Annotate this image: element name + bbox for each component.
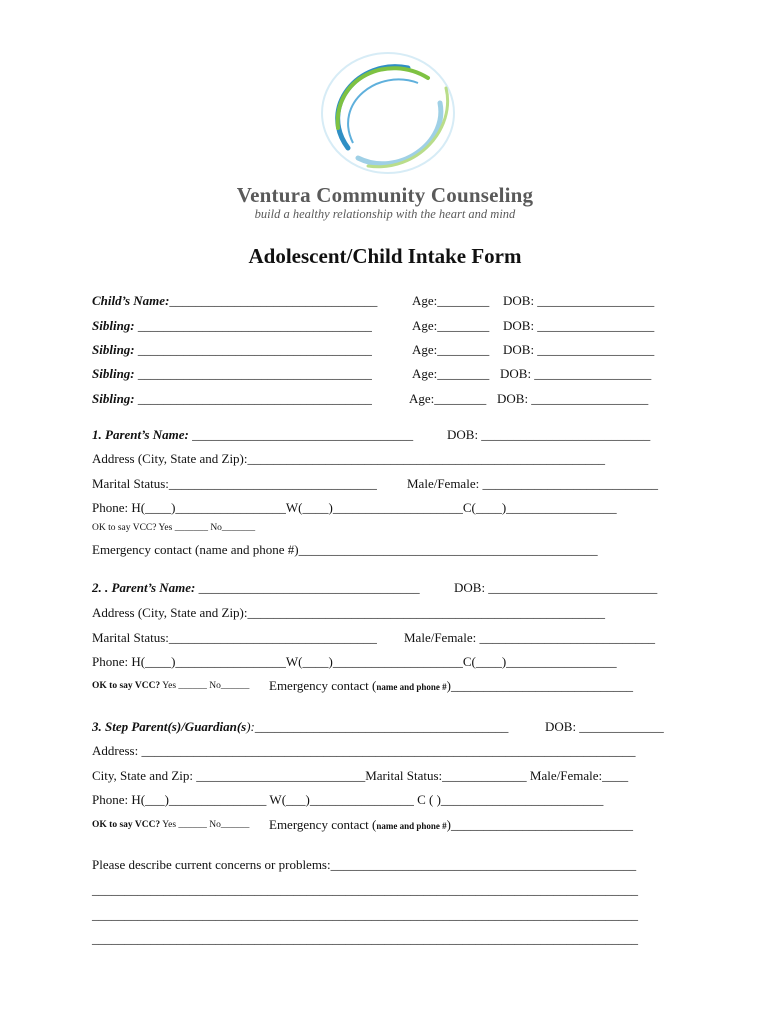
parent1-name-field[interactable]: __________________________________ [188, 427, 414, 442]
emergency-label: Emergency contact ( [269, 817, 377, 832]
guardian-phone-field[interactable]: Phone: H(___)_______________ W(___)________________ C ( )_________________________ [92, 792, 604, 807]
parent2-name-field[interactable]: __________________________________ [195, 580, 420, 595]
sibling-label: Sibling: [92, 366, 135, 381]
org-name: Ventura Community Counseling [236, 183, 534, 207]
child-name-row[interactable] [92, 293, 377, 309]
parent2-dob-field[interactable]: DOB: __________________________ [454, 580, 658, 595]
child-name-label: Child’s Name: [92, 293, 170, 308]
sibling-1-row[interactable] [92, 318, 372, 334]
sibling-dob-field[interactable]: DOB: __________________ [500, 366, 652, 381]
concerns-line[interactable]: ____________________________________________________________________________________ [92, 882, 638, 897]
parent2-gender-field[interactable]: Male/Female: ___________________________ [404, 630, 655, 645]
child-dob-field[interactable]: DOB: __________________ [503, 293, 655, 308]
ventura-logo-ring-icon [308, 48, 468, 178]
guardian-ok-vcc-field[interactable] [92, 820, 249, 830]
guardian-city-row[interactable]: City, State and Zip: __________________________Marital Status:_____________ Male/Female:____ [92, 768, 629, 783]
parent2-address-field[interactable]: Address (City, State and Zip):_______________________________________________________ [92, 605, 605, 620]
parent2-emergency-field[interactable] [269, 678, 633, 694]
sibling-age-field[interactable]: Age:________ [412, 366, 490, 381]
parent1-phone-field[interactable]: Phone: H(____)_________________W(____)____________________C(____)_________________ [92, 500, 617, 515]
sibling-dob-field[interactable]: DOB: __________________ [503, 342, 655, 357]
guardian-label: 3. Step Parent(s)/Guardian(s [92, 719, 247, 734]
sibling-age-field[interactable]: Age:________ [412, 318, 490, 333]
parent2-name-label: 2. . Parent’s Name: [92, 580, 196, 595]
emergency-blank[interactable]: )____________________________ [446, 678, 633, 693]
sibling-label: Sibling: [92, 318, 135, 333]
guardian-emergency-field[interactable] [269, 817, 633, 833]
child-age-field[interactable]: Age:________ [412, 293, 490, 308]
sibling-name-field[interactable]: ____________________________________ [134, 391, 372, 406]
sibling-name-field[interactable]: ____________________________________ [134, 366, 372, 381]
form-title: Adolescent/Child Intake Form [248, 244, 522, 268]
parent2-marital-field[interactable]: Marital Status:________________________________ [92, 630, 377, 645]
child-name-field[interactable]: ________________________________ [169, 293, 378, 308]
sibling-age-field[interactable]: Age:________ [412, 342, 490, 357]
ok-vcc-label: OK to say VCC? [92, 820, 161, 830]
sibling-label: Sibling: [92, 391, 135, 406]
parent1-address-field[interactable]: Address (City, State and Zip):_______________________________________________________ [92, 451, 605, 466]
guardian-label-end: ): [246, 719, 255, 734]
emergency-label: Emergency contact ( [269, 678, 377, 693]
sibling-name-field[interactable]: ____________________________________ [134, 318, 372, 333]
guardian-name-field[interactable]: _______________________________________ [254, 719, 509, 734]
guardian-dob-field[interactable]: DOB: _____________ [545, 719, 664, 734]
parent1-emergency-field[interactable]: Emergency contact (name and phone #)______________________________________________ [92, 542, 598, 557]
parent1-dob-field[interactable]: DOB: __________________________ [447, 427, 651, 442]
parent2-name-row[interactable] [92, 580, 420, 596]
guardian-name-row[interactable] [92, 719, 508, 735]
sibling-2-row[interactable] [92, 342, 372, 358]
parent1-name-label: 1. Parent’s Name: [92, 427, 189, 442]
concerns-line[interactable]: ____________________________________________________________________________________ [92, 931, 638, 946]
sibling-3-row[interactable] [92, 366, 372, 382]
parent1-marital-field[interactable]: Marital Status:________________________________ [92, 476, 377, 491]
concerns-line[interactable]: ____________________________________________________________________________________ [92, 907, 638, 922]
guardian-address-field[interactable]: Address: ____________________________________________________________________________ [92, 743, 636, 758]
ok-vcc-label: OK to say VCC? [92, 681, 161, 691]
parent2-phone-field[interactable]: Phone: H(____)_________________W(____)____________________C(____)_________________ [92, 654, 617, 669]
parent1-ok-vcc-field[interactable]: OK to say VCC? Yes _______ No_______ [92, 523, 256, 533]
parent1-gender-field[interactable]: Male/Female: ___________________________ [407, 476, 658, 491]
sibling-label: Sibling: [92, 342, 135, 357]
parent2-ok-vcc-field[interactable] [92, 681, 249, 691]
emergency-blank[interactable]: )____________________________ [446, 817, 633, 832]
sibling-dob-field[interactable]: DOB: __________________ [503, 318, 655, 333]
concerns-label[interactable]: Please describe current concerns or problems:_______________________________________________ [92, 857, 637, 872]
ok-vcc-options[interactable]: Yes ______ No______ [160, 820, 250, 830]
parent1-name-row[interactable] [92, 427, 413, 443]
sibling-dob-field[interactable]: DOB: __________________ [497, 391, 649, 406]
sibling-4-row[interactable] [92, 391, 372, 407]
ok-vcc-options[interactable]: Yes ______ No______ [160, 681, 250, 691]
org-tagline: build a healthy relationship with the heart and mind [254, 207, 516, 221]
sibling-age-field[interactable]: Age:________ [409, 391, 487, 406]
emergency-hint: name and phone # [376, 821, 447, 831]
sibling-name-field[interactable]: ____________________________________ [134, 342, 372, 357]
emergency-hint: name and phone # [376, 682, 447, 692]
